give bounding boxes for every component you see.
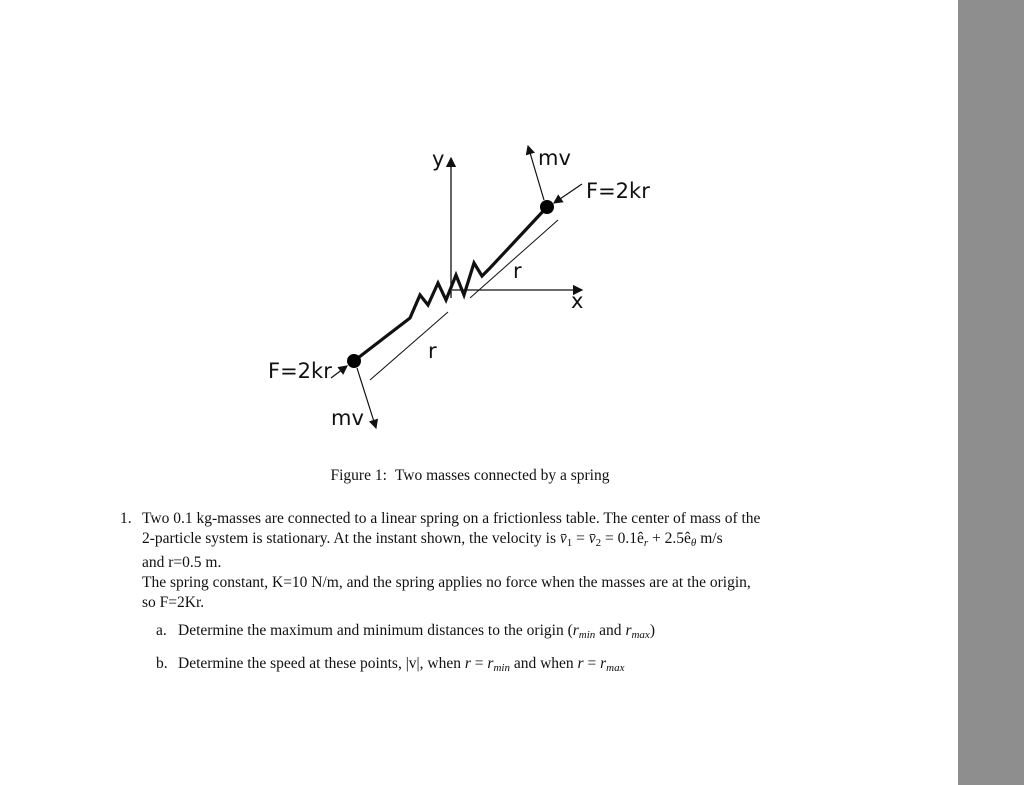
force-arrow-bottom: [331, 366, 347, 378]
problem-line-3: and r=0.5 m.: [142, 554, 222, 571]
problem-number: 1.: [120, 510, 132, 527]
mv-label-top: mv: [538, 146, 571, 170]
problem-line-4: The spring constant, K=10 N/m, and the spring applies no force when the masses are at the origin,: [142, 574, 751, 591]
x-axis-label: x: [571, 289, 584, 313]
r-label-bottom: r: [428, 339, 437, 363]
y-axis-label: y: [432, 147, 445, 171]
mv-label-bottom: mv: [331, 406, 364, 430]
problem-1: [120, 509, 860, 687]
problem-line-2: 2-particle system is stationary. At the instant shown, the velocity is v̄1 = v̄2 = $0.1ê_r$ + $2.5ê_\theta$ m/s: [142, 530, 723, 549]
force-arrow-top: [554, 184, 582, 203]
problem-body: [142, 509, 860, 678]
problem-line-1: Two 0.1 kg-masses are connected to a linear spring on a frictionless table. The center of mass of the: [142, 510, 761, 527]
figure-caption: [0, 467, 940, 485]
part-a: a. Determine the maximum and minimum distances to the origin ($r_{min}$ and $r_{max}$): [156, 622, 655, 641]
mass-top: [540, 200, 554, 214]
problem-line-5: so F=2Kr.: [142, 594, 205, 611]
force-label-bottom: F=2kr: [268, 359, 332, 383]
caption-text: Two masses connected by a spring: [394, 467, 610, 484]
force-label-top: F=2kr: [586, 179, 650, 203]
caption-number: Figure 1:: [330, 467, 387, 484]
part-b: b. Determine the speed at these points, |v|, when $r = r_{min}$ and when $r = r_{max}$: [156, 655, 625, 674]
viewer-side-panel: [958, 0, 1024, 785]
problem-parts: [156, 621, 860, 678]
mass-bottom: [347, 354, 361, 368]
r-label-top: r: [513, 259, 522, 283]
